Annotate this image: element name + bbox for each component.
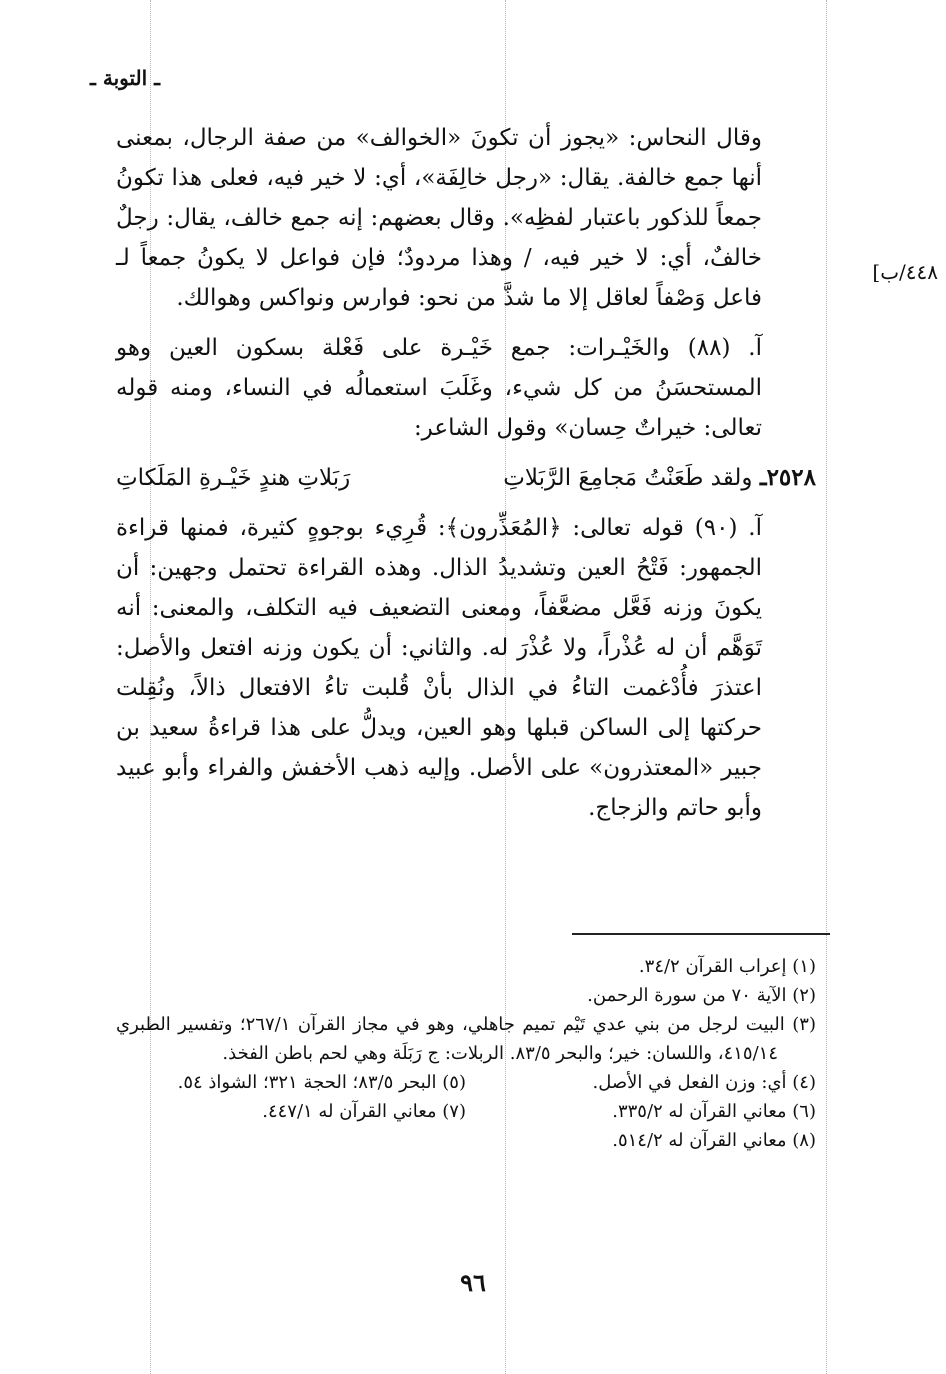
main-text xyxy=(116,118,816,828)
scan-guide-line xyxy=(826,0,827,1374)
footnote: (٥) البحر ٨٣/٥؛ الحجة ٣٢١؛ الشواذ ٥٤. xyxy=(177,1072,466,1093)
footnote: (٤) أي: وزن الفعل في الأصل. xyxy=(592,1072,816,1093)
manuscript-folio-ref: ٤٤٨/ب] xyxy=(872,260,938,284)
footnote: (٧) معاني القرآن له ٤٤٧/١. xyxy=(262,1101,466,1122)
poem-verse xyxy=(116,458,816,498)
footnotes xyxy=(116,952,816,1155)
footnote: (٨) معاني القرآن له ٥١٤/٢. xyxy=(612,1130,816,1151)
footnote: (٣) البيت لرجل من بني عدي تَيْم تميم جاهلي، وهو في مجاز القرآن ٢٦٧/١؛ وتفسير الطبري ٤١٥/١٤، واللسان: خير؛ والبحر ٨٣/٥. الربلات: ج رَبَلَة وهي لحم باطن الفخذ. xyxy=(116,1014,816,1064)
footnote: (٦) معاني القرآن له ٣٣٥/٢. xyxy=(612,1101,816,1122)
footnote-separator xyxy=(572,933,830,935)
paragraph: آ. (٩٠) قوله تعالى: ﴿المُعَذِّرون﴾: قُرِيء بوجوهٍ كثيرة، فمنها قراءة الجمهور: فَتْحُ العين وتشديدُ الذال. وهذه القراءة تحتمل وجهين: أن يكونَ وزنه فَعَّل مضعَّفاً، ومعنى التضعيف فيه التكلف، والمعنى: أنه تَوَهَّم أن له عُذْراً، ولا عُذْرَ له. والثاني: أن يكون وزنه افتعل والأصل: اعتذرَ فأُدْغمت التاءُ في الذال بأنْ قُلبت تاءُ الافتعال ذالاً، ونُقِلت حركتها إلى الساكن قبلها وهو العين، ويدلُّ على هذا قراءةُ سعيد بن جبير «المعتذرون» على الأصل. وإليه ذهب الأخفش والفراء وأبو عبيد وأبو حاتم والزجاج. xyxy=(116,515,762,821)
verse-first-hemistich: ولقد طَعَنْتُ مَجامِعَ الرَّبَلاتِ xyxy=(503,465,753,491)
verse-second-hemistich: رَبَلاتِ هندٍ خَيْـرةِ المَلَكاتِ xyxy=(116,465,351,491)
running-title: ـ التوبة ـ xyxy=(90,66,160,90)
footnote: (١) إعراب القرآن ٣٤/٢. xyxy=(638,956,816,977)
verse-number: ٢٥٢٨ـ xyxy=(759,464,816,491)
footnote: (٢) الآية ٧٠ من سورة الرحمن. xyxy=(587,985,816,1006)
paragraph: آ. (٨٨) والخَيْـرات: جمع خَيْـرة على فَعْلة بسكون العين وهو المستحسَنُ من كل شيء، وغَلَبَ استعمالُه في النساء، ومنه قوله تعالى: خيراتٌ حِسان» وقول الشاعر: xyxy=(116,335,762,441)
page-number: ٩٦ xyxy=(460,1268,486,1297)
paragraph: وقال النحاس: «يجوز أن تكونَ «الخوالف» من صفة الرجال، بمعنى أنها جمع خالفة. يقال: «رجل خالِفَة»، أي: لا خير فيه، فعلى هذا تكونُ جمعاً للذكور باعتبار لفظِه». وقال بعضهم: إنه جمع خالف، يقال: رجلٌ خالفٌ، أي: لا خير فيه، / وهذا مردودٌ؛ فإن فواعل لا يكونُ جمعاً لـ فاعل وَصْفاً لعاقل إلا ما شذَّ من نحو: فوارس ونواكس وهوالك. xyxy=(116,125,762,311)
